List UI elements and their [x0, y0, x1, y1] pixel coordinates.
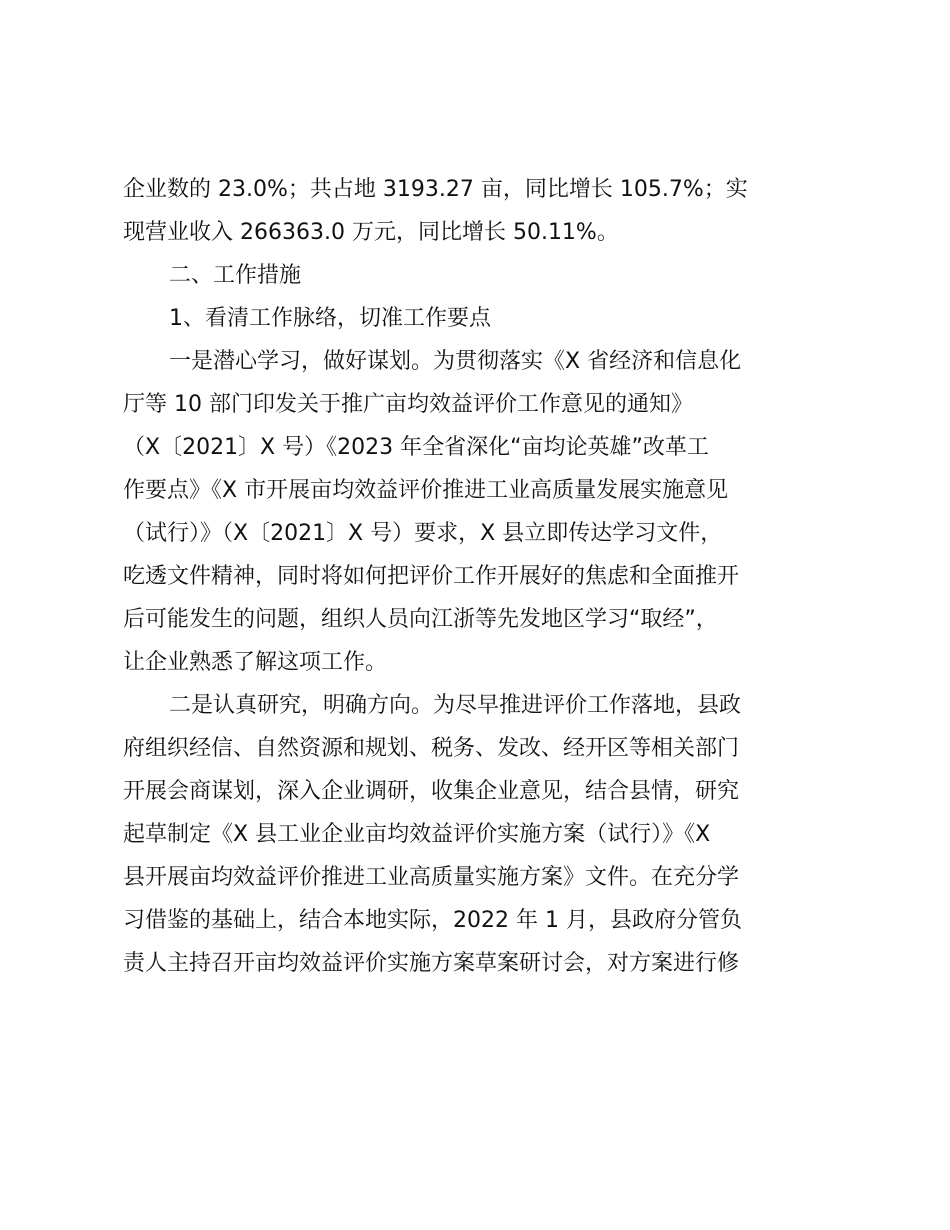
- text-line: 现营业收入 266363.0 万元，同比增长 50.11%。: [123, 220, 619, 245]
- text-line: 府组织经信、自然资源和规划、税务、发改、经开区等相关部门: [123, 736, 740, 761]
- paragraph-start: 一是潜心学习，做好谋划。为贯彻落实《X 省经济和信息化: [169, 349, 742, 374]
- text-line: 县开展亩均效益评价推进工业高质量实施方案》文件。在充分学: [123, 865, 740, 890]
- text-line: 让企业熟悉了解这项工作。: [123, 650, 388, 675]
- text-line: （试行）》（X〔2021〕X 号）要求，X 县立即传达学习文件，: [123, 521, 723, 546]
- text-line: 习借鉴的基础上，结合本地实际，2022 年 1 月，县政府分管负: [123, 908, 742, 933]
- text-line: 作要点》《X 市开展亩均效益评价推进工业高质量发展实施意见: [123, 478, 729, 503]
- text-line: 厅等 10 部门印发关于推广亩均效益评价工作意见的通知》: [123, 392, 693, 417]
- subsection-heading: 1、看清工作脉络，切准工作要点: [169, 306, 491, 331]
- text-line: 开展会商谋划，深入企业调研，收集企业意见，结合县情，研究: [123, 779, 740, 804]
- text-line: （X〔2021〕X 号）《2023 年全省深化“亩均论英雄”改革工: [123, 435, 709, 460]
- document-body: [123, 168, 828, 985]
- text-line: 后可能发生的问题，组织人员向江浙等先发地区学习“取经”，: [123, 607, 718, 632]
- paragraph-start: 二是认真研究，明确方向。为尽早推进评价工作落地，县政: [169, 693, 742, 718]
- text-line: 起草制定《X 县工业企业亩均效益评价实施方案（试行）》《X: [123, 822, 711, 847]
- section-heading: 二、工作措施: [169, 263, 302, 288]
- text-line: 责人主持召开亩均效益评价实施方案草案研讨会，对方案进行修: [123, 951, 740, 976]
- text-line: 企业数的 23.0%；共占地 3193.27 亩，同比增长 105.7%；实: [123, 177, 748, 202]
- text-line: 吃透文件精神，同时将如何把评价工作开展好的焦虑和全面推开: [123, 564, 740, 589]
